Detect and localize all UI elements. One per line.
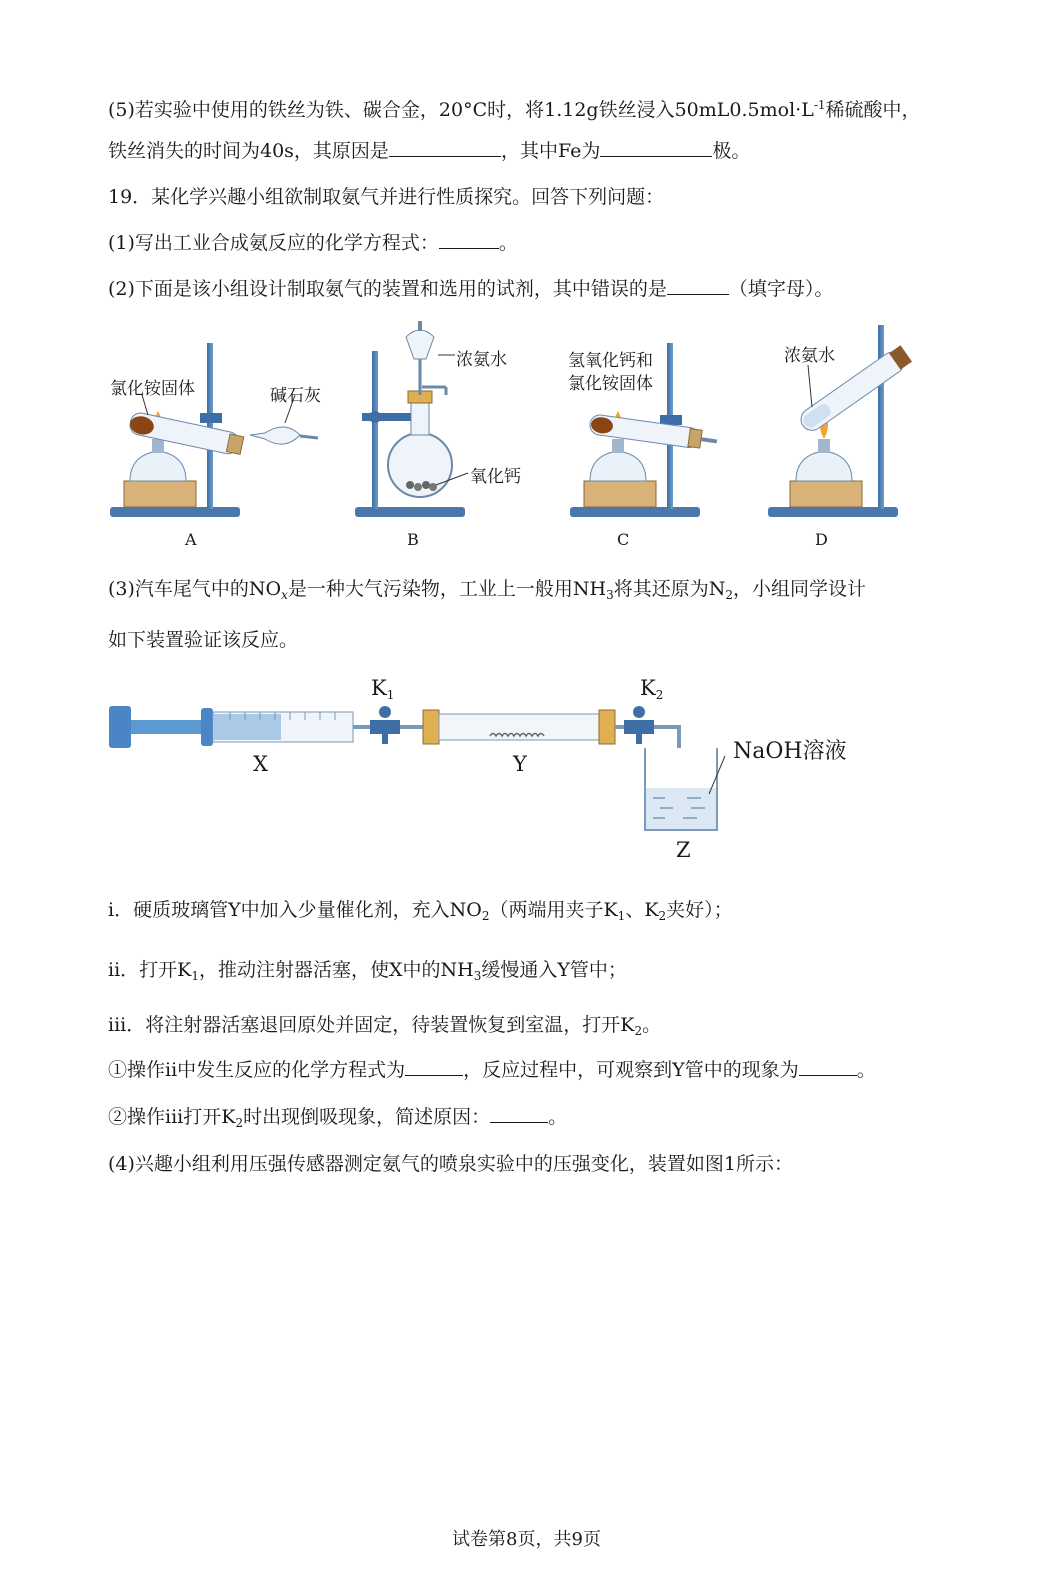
label-a-2: 碱石灰 [270,386,321,406]
label-a-1: 氯化铵固体 [110,379,195,399]
page-footer: 试卷第8页，共9页 [452,1529,601,1550]
q19-part3-line2: 如下装置验证该反应。 [108,629,299,651]
caption-d: D [815,530,828,549]
label-k2: $K_2$ [640,676,664,702]
q18-5-line1: (5)若实验中使用的铁丝为铁、碳合金，20°C时，将1.12g铁丝浸入$50mL0.5mol\cdot L^{-1}$稀硫酸中， [108,98,921,121]
label-x: X [253,752,268,776]
clamp-k1 [370,706,400,744]
step-ii: ii．打开$K_1$，推动注射器活塞，使X中的$NH_3$缓慢通入Y管中； [108,959,627,983]
label-k1: $K_1$ [371,676,395,702]
label-z: Z [676,838,691,862]
q18-5-line2: 铁丝消失的时间为40s，其原因是 ，其中Fe为 极。 [108,140,751,162]
answer-blank[interactable] [667,276,729,295]
label-naoh: NaOH溶液 [733,739,847,764]
step-iii: iii．将注射器活塞退回原处并固定，待装置恢复到室温，打开$K_2$。 [108,1014,662,1038]
label-b-2: 氧化钙 [470,467,521,487]
answer-blank[interactable] [439,230,499,249]
clamp-k2 [624,706,654,744]
sub-question-1: ①操作ii中发生反应的化学方程式为 ，反应过程中，可观察到Y管中的现象为 。 [108,1059,876,1081]
answer-blank[interactable] [490,1104,548,1123]
caption-c: C [617,530,630,549]
caption-a: A [185,530,197,549]
step-i: i．硬质玻璃管Y中加入少量催化剂，充入$NO_2$（两端用夹子$K_1$、$K_2$夹好）； [108,899,733,923]
beaker-z [645,727,725,830]
answer-blank[interactable] [405,1057,463,1076]
label-c-1: 氢氧化钙和 [568,351,653,371]
label-b-1: 浓氨水 [456,350,507,370]
answer-blank[interactable] [389,138,501,157]
q19-part3-line1: (3)汽车尾气中的$NO_x$是一种大气污染物，工业上一般用$NH_3$将其还原为$N_2$，小组同学设计 [108,578,867,602]
apparatus-a [110,343,318,517]
q19-part1: (1)写出工业合成氨反应的化学方程式： 。 [108,232,518,254]
label-c-2: 氯化铵固体 [568,374,653,394]
q19-part2: (2)下面是该小组设计制取氨气的装置和选用的试剂，其中错误的是 （填字母）。 [108,278,834,300]
caption-b: B [407,530,419,549]
reaction-setup-figure [105,670,905,870]
apparatus-b [355,321,468,517]
label-y: Y [513,752,527,776]
answer-blank[interactable] [799,1057,857,1076]
q19-part4: (4)兴趣小组利用压强传感器测定氨气的喷泉实验中的压强变化，装置如图1所示： [108,1153,794,1175]
answer-blank[interactable] [600,138,712,157]
sub-question-2: ②操作iii打开$K_2$时出现倒吸现象，简述原因： 。 [108,1106,568,1130]
q19-stem: 19．某化学兴趣小组欲制取氨气并进行性质探究。回答下列问题： [108,186,665,208]
label-d-1: 浓氨水 [784,346,835,366]
